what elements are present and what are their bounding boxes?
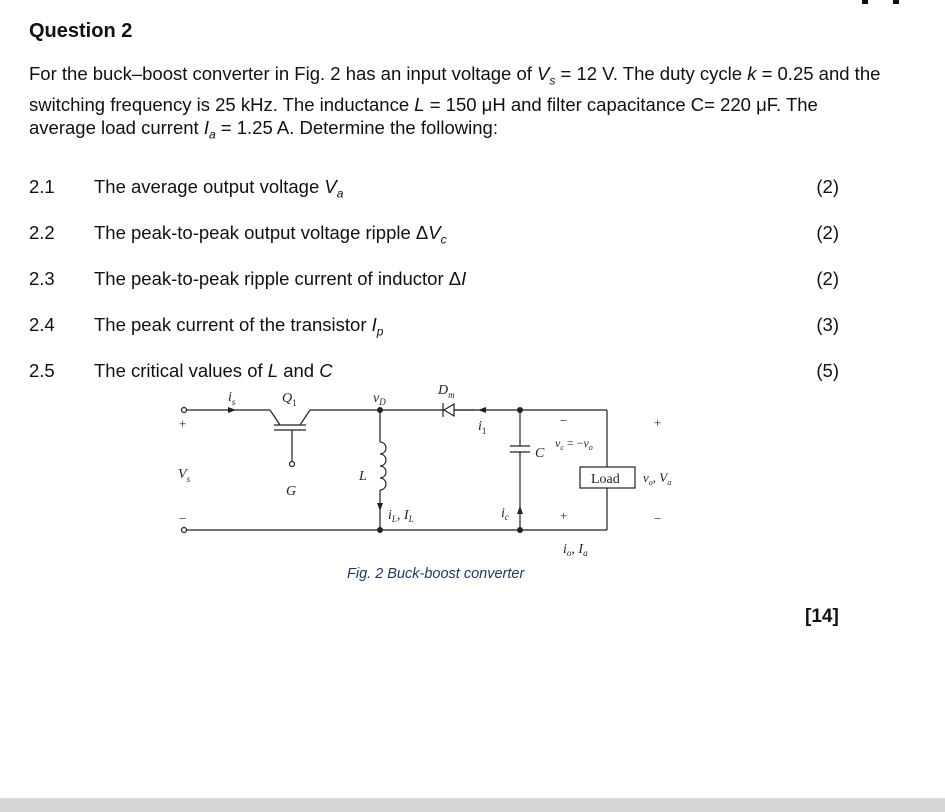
label-minus-input: − [179, 511, 187, 526]
sub-question-2-1 [29, 176, 839, 200]
input-terminal-negative [182, 528, 187, 533]
sub-question-symbol: V [324, 176, 337, 197]
label-plus-input: + [179, 416, 187, 431]
switch-collector [270, 410, 280, 425]
label-ic: $i_c$ [501, 506, 509, 522]
junction-dot [517, 527, 523, 533]
sub-question-marks: (2) [816, 176, 839, 197]
sub-question-marks: (3) [816, 314, 839, 335]
sub-question-text [94, 360, 333, 382]
sub-question-marks: (2) [816, 222, 839, 243]
sub-question-number: 2.2 [29, 222, 55, 243]
junction-dot [377, 527, 383, 533]
label-i1: $i_1$ [478, 419, 487, 436]
figure-caption: Fig. 2 Buck-boost converter [347, 566, 525, 582]
sub-question-text [94, 314, 383, 339]
page-corner-mark [862, 0, 868, 4]
intro-text: = 12 V. The duty cycle [555, 63, 748, 84]
label-is: $i_s$ [228, 390, 236, 407]
label-minus-cap: − [560, 413, 568, 428]
junction-dot [377, 407, 383, 413]
sub-question-label: The peak-to-peak output voltage ripple Δ [94, 222, 429, 243]
label-vd: $v_D$ [373, 391, 386, 407]
label-q1: $Q_1$ [282, 391, 297, 408]
arrow-il [377, 503, 383, 511]
sub-question-symbol: I [461, 268, 467, 289]
label-dm: $D_m$ [438, 383, 455, 400]
sub-question-label: The average output voltage [94, 176, 325, 197]
total-marks: [14] [805, 606, 839, 627]
sub-question-label: and [278, 360, 320, 381]
diode-triangle [444, 404, 454, 416]
intro-text: For the buck–boost converter in Fig. 2 has an input voltage of [29, 63, 538, 84]
intro-symbol-vs: V [537, 63, 550, 84]
input-terminal-positive [182, 408, 187, 413]
intro-symbol-k: k [747, 63, 757, 84]
sub-question-number: 2.5 [29, 360, 55, 381]
junction-dot [517, 407, 523, 413]
sub-question-2-4 [29, 314, 839, 338]
question-intro [29, 62, 889, 146]
sub-question-marks: (2) [816, 268, 839, 289]
label-minus-output: − [654, 511, 662, 526]
sub-question-symbol: L [267, 360, 279, 381]
sub-question-symbol: C [319, 360, 333, 381]
label-plus-output: + [654, 415, 662, 430]
sub-question-label: The critical values of [94, 360, 268, 381]
sub-question-text [94, 222, 447, 247]
page-corner-mark [893, 0, 899, 4]
gate-terminal [290, 462, 295, 467]
sub-question-number: 2.4 [29, 314, 55, 335]
intro-symbol-l: L [414, 93, 425, 115]
sub-question-2-3 [29, 268, 839, 292]
sub-question-subscript: a [336, 186, 344, 201]
sub-question-subscript: p [376, 324, 384, 339]
switch-emitter [300, 410, 310, 425]
intro-text: = 1.25 A. Determine the following: [215, 116, 498, 138]
label-vo-va: $v_o$, $V_a$ [643, 470, 672, 487]
intro-text: = 0.25 and the switching frequency is 25 kHz. The inductance [29, 63, 881, 115]
label-load: Load [591, 472, 620, 487]
sub-question-text [94, 176, 343, 201]
label-vs: $V_s$ [178, 467, 191, 484]
sub-question-marks: (5) [816, 360, 839, 381]
label-io-ia: $i_o$, $I_a$ [563, 542, 588, 558]
sub-question-text [94, 268, 466, 290]
sub-question-number: 2.1 [29, 176, 55, 197]
label-capacitor: C [535, 446, 545, 461]
arrow-i1 [478, 407, 486, 413]
sub-question-symbol: I [371, 314, 377, 335]
sub-question-number: 2.3 [29, 268, 55, 289]
sub-question-subscript: c [440, 232, 447, 247]
inductor-coil [380, 442, 386, 490]
sub-question-label: The peak-to-peak ripple current of inductor Δ [94, 268, 462, 289]
circuit-figure [170, 380, 700, 590]
intro-symbol-ia: I [203, 116, 209, 138]
arrow-is [228, 407, 236, 413]
intro-subscript: s [549, 73, 556, 88]
intro-text: = 150 μH and filter capacitance C= 220 μF. The average load current [29, 93, 818, 138]
arrow-ic [517, 506, 523, 514]
label-inductor: L [359, 469, 367, 484]
sub-question-symbol: V [428, 222, 441, 243]
sub-question-label: The peak current of the transistor [94, 314, 372, 335]
sub-question-2-2 [29, 222, 839, 246]
buck-boost-circuit-diagram [170, 380, 700, 570]
intro-subscript: a [208, 127, 216, 142]
label-gate: G [286, 484, 297, 499]
question-title: Question 2 [29, 20, 133, 42]
label-vc: $v_c = -v_o$ [555, 436, 593, 452]
footer-bar [0, 798, 945, 812]
label-plus-cap: + [560, 508, 568, 523]
label-il: $i_L$, $I_L$ [388, 508, 414, 524]
